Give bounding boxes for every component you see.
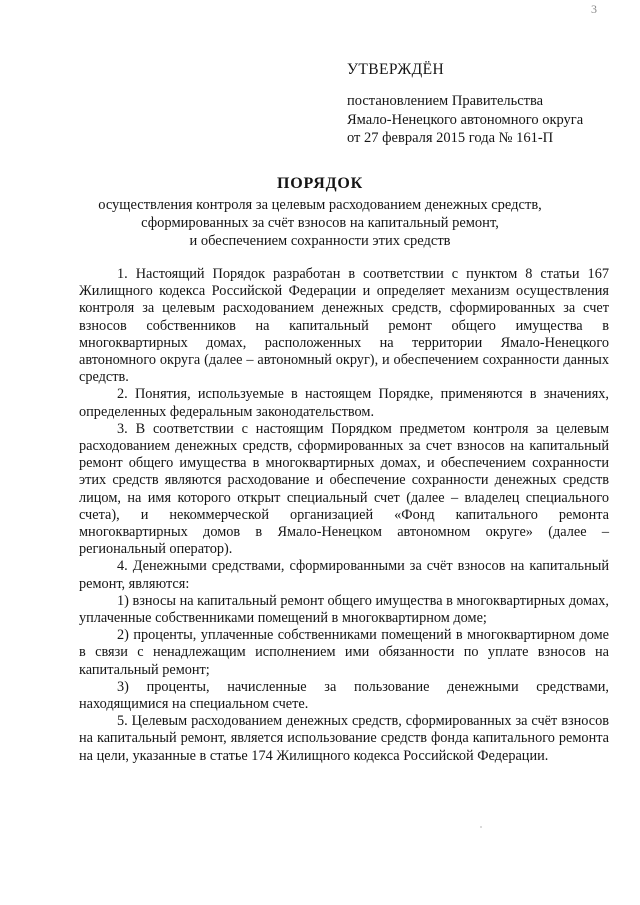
subtitle-line: сформированных за счёт взносов на капитальный ремонт, bbox=[141, 215, 499, 231]
subtitle-line: осуществления контроля за целевым расходованием денежных средств, bbox=[98, 197, 542, 213]
document-body bbox=[79, 266, 609, 765]
document-subtitle bbox=[0, 196, 640, 250]
page-number: 3 bbox=[591, 2, 597, 16]
paragraph-3: 3. В соответствии с настоящим Порядком предметом контроля за целевым расходованием денежных средств, сформированных за счет взносов на капитальный ремонт общего имущества в многоквартирных домах, и обеспечением сохранности этих средств являются расходование и обеспечение сохранности денежных средств лицом, на имя которого открыт специальный счет (далее – владелец специального счета), и некоммерческой организацией «Фонд капитального ремонта многоквартирных домов в Ямало-Ненецком автономном округе» (далее – региональный оператор). bbox=[79, 420, 609, 558]
subtitle-line: и обеспечением сохранности этих средств bbox=[189, 233, 451, 249]
scan-speck bbox=[480, 826, 482, 828]
paragraph-4: 4. Денежными средствами, сформированными за счёт взносов на капитальный ремонт, являются: bbox=[79, 558, 609, 592]
approval-block bbox=[347, 60, 627, 148]
list-item-1: 1) взносы на капитальный ремонт общего имущества в многоквартирных домах, уплаченные собственниками помещений в многоквартирном доме; bbox=[79, 592, 609, 627]
list-item-2: 2) проценты, уплаченные собственниками помещений в многоквартирном доме в связи с ненадлежащим исполнением ими обязанности по уплате взносов на капитальный ремонт; bbox=[79, 627, 609, 678]
list-item-3: 3) проценты, начисленные за пользование денежными средствами, находящимися на специальном счете. bbox=[79, 678, 609, 713]
approval-line: от 27 февраля 2015 года № 161-П bbox=[347, 130, 554, 146]
paragraph-1: 1. Настоящий Порядок разработан в соответствии с пунктом 8 статьи 167 Жилищного кодекса Российской Федерации и определяет механизм осуществления контроля за целевым расходованием денежных средств, сформированных за счет взносов собственников на капитальный ремонт общего имущества в многоквартирных домах, расположенных на территории Ямало-Ненецкого автономного округа (далее – автономный округ), и обеспечением сохранности данных средств. bbox=[79, 266, 609, 386]
document-title: ПОРЯДОК bbox=[276, 175, 364, 192]
approval-line: Ямало-Ненецкого автономного округа bbox=[347, 111, 584, 128]
approval-title: УТВЕРЖДЁН bbox=[347, 61, 445, 78]
paragraph-2: 2. Понятия, используемые в настоящем Порядке, применяются в значениях, определенных федеральным законодательством. bbox=[79, 386, 609, 420]
approval-line: постановлением Правительства bbox=[347, 93, 544, 109]
paragraph-5: 5. Целевым расходованием денежных средств, сформированных за счёт взносов на капитальный ремонт, является использование средств фонда капитального ремонта на цели, указанные в статье 174 Жилищного кодекса Российской Федерации. bbox=[79, 713, 609, 764]
